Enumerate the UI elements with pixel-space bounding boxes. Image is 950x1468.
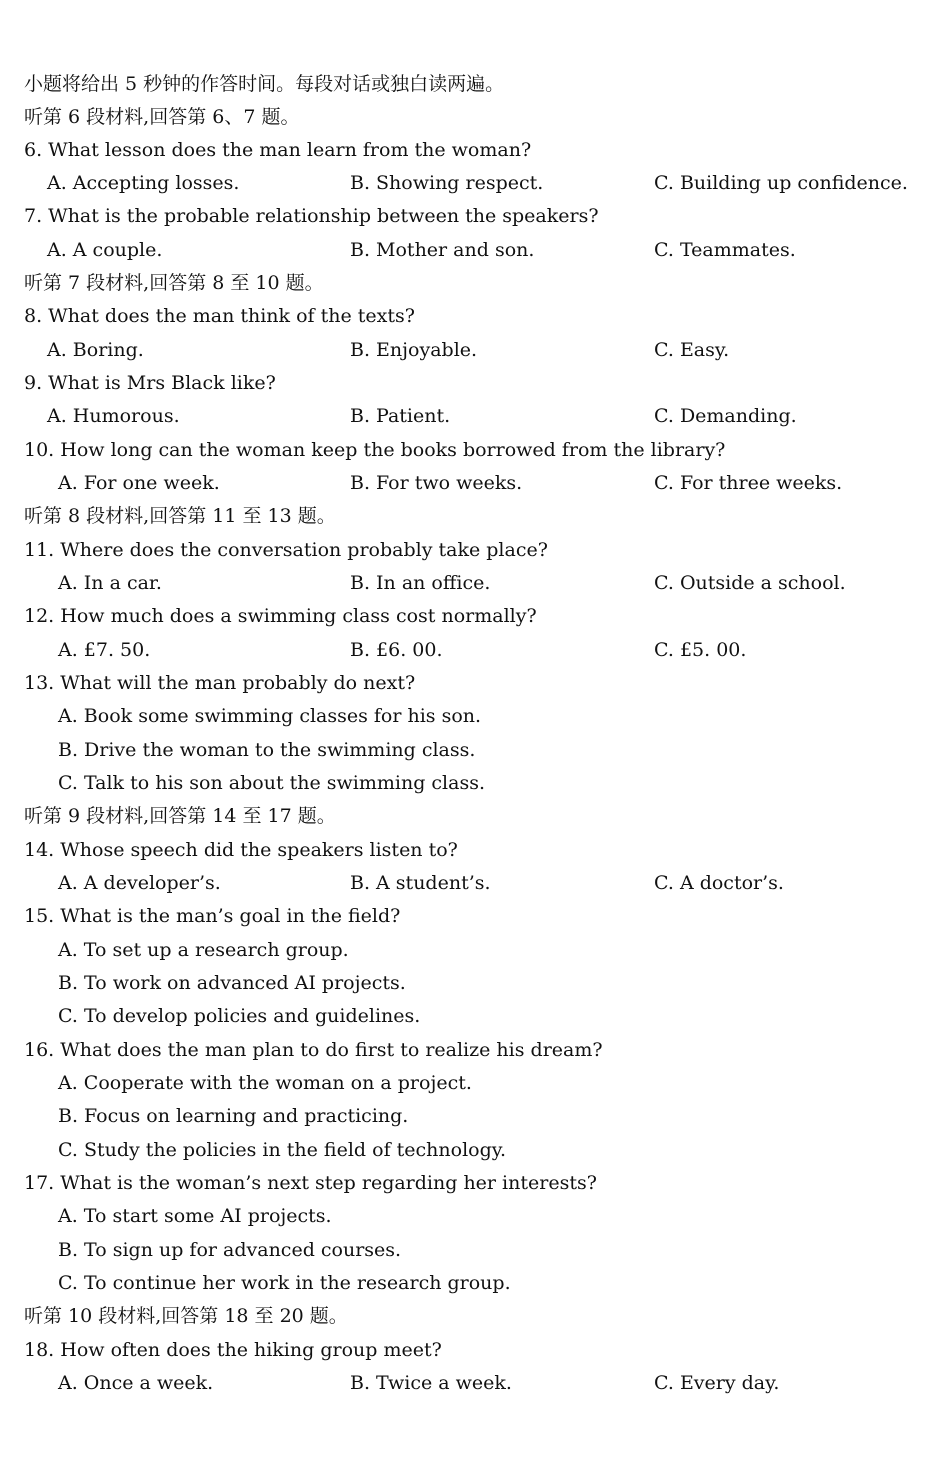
question-18 — [0, 1334, 950, 1367]
question-6 — [0, 134, 950, 167]
option-13b — [0, 734, 950, 767]
question-text: 17. What is the woman’s next step regarding her interests? — [24, 1172, 597, 1194]
option-a: A. A couple. — [47, 239, 163, 261]
option-a: A. Cooperate with the woman on a project. — [58, 1072, 472, 1094]
option-c: C. A doctor’s. — [654, 872, 784, 894]
option-c: C. To continue her work in the research group. — [58, 1272, 511, 1294]
question-text: 7. What is the probable relationship between the speakers? — [24, 205, 599, 227]
question-9 — [0, 367, 950, 400]
instruction-line — [0, 68, 950, 101]
option-17c — [0, 1267, 950, 1300]
option-17a — [0, 1200, 950, 1233]
option-c: C. Demanding. — [654, 405, 797, 427]
question-text: 11. Where does the conversation probably take place? — [24, 539, 548, 561]
options-8 — [0, 334, 950, 367]
section-heading-6 — [0, 101, 950, 134]
question-text: 14. Whose speech did the speakers listen to? — [24, 839, 458, 861]
question-10 — [0, 434, 950, 467]
option-a: A. For one week. — [58, 472, 220, 494]
section-heading-7 — [0, 267, 950, 300]
question-8 — [0, 300, 950, 333]
option-a: A. To start some AI projects. — [58, 1205, 332, 1227]
question-text: 16. What does the man plan to do first to realize his dream? — [24, 1039, 603, 1061]
question-14 — [0, 834, 950, 867]
option-a: A. £7. 50. — [58, 639, 151, 661]
option-c: C. £5. 00. — [654, 639, 747, 661]
options-7 — [0, 234, 950, 267]
option-b: B. For two weeks. — [350, 472, 523, 494]
option-a: A. Once a week. — [58, 1372, 214, 1394]
option-b: B. Enjoyable. — [350, 339, 478, 361]
option-b: B. Drive the woman to the swimming class. — [58, 739, 476, 761]
option-15a — [0, 934, 950, 967]
option-b: B. Patient. — [350, 405, 451, 427]
option-15b — [0, 967, 950, 1000]
question-16 — [0, 1034, 950, 1067]
option-a: A. To set up a research group. — [58, 939, 349, 961]
question-11 — [0, 534, 950, 567]
question-12 — [0, 600, 950, 633]
option-b: B. £6. 00. — [350, 639, 443, 661]
option-c: C. Every day. — [654, 1372, 780, 1394]
option-b: B. Twice a week. — [350, 1372, 512, 1394]
section-heading-10 — [0, 1300, 950, 1333]
option-16b — [0, 1100, 950, 1133]
option-13c — [0, 767, 950, 800]
option-16a — [0, 1067, 950, 1100]
question-15 — [0, 900, 950, 933]
option-b: B. To sign up for advanced courses. — [58, 1239, 402, 1261]
option-b: B. Showing respect. — [350, 172, 544, 194]
option-c: C. Building up confidence. — [654, 172, 908, 194]
question-text: 13. What will the man probably do next? — [24, 672, 416, 694]
option-b: B. To work on advanced AI projects. — [58, 972, 406, 994]
option-15c — [0, 1000, 950, 1033]
option-a: A. Boring. — [47, 339, 144, 361]
section-heading-9 — [0, 800, 950, 833]
option-c: C. Easy. — [654, 339, 730, 361]
option-c: C. Study the policies in the field of technology. — [58, 1139, 507, 1161]
options-12 — [0, 634, 950, 667]
option-c: C. For three weeks. — [654, 472, 843, 494]
question-13 — [0, 667, 950, 700]
question-text: 6. What lesson does the man learn from the woman? — [24, 139, 532, 161]
question-text: 15. What is the man’s goal in the field? — [24, 905, 401, 927]
option-b: B. Focus on learning and practicing. — [58, 1105, 409, 1127]
option-c: C. Teammates. — [654, 239, 796, 261]
option-a: A. Book some swimming classes for his son. — [58, 705, 482, 727]
option-a: A. Accepting losses. — [47, 172, 240, 194]
option-c: C. To develop policies and guidelines. — [58, 1005, 421, 1027]
section-heading-8 — [0, 500, 950, 533]
option-b: B. Mother and son. — [350, 239, 535, 261]
option-a: A. In a car. — [58, 572, 162, 594]
section-text: 听第 9 段材料,回答第 14 至 17 题。 — [24, 805, 336, 827]
options-18 — [0, 1367, 950, 1400]
question-text: 12. How much does a swimming class cost normally? — [24, 605, 537, 627]
question-17 — [0, 1167, 950, 1200]
question-text: 18. How often does the hiking group meet? — [24, 1339, 442, 1361]
options-11 — [0, 567, 950, 600]
section-text: 听第 10 段材料,回答第 18 至 20 题。 — [24, 1305, 348, 1327]
options-9 — [0, 400, 950, 433]
section-text: 听第 6 段材料,回答第 6、7 题。 — [24, 106, 300, 128]
option-17b — [0, 1234, 950, 1267]
question-text: 9. What is Mrs Black like? — [24, 372, 276, 394]
question-text: 8. What does the man think of the texts? — [24, 305, 415, 327]
question-text: 10. How long can the woman keep the books borrowed from the library? — [24, 439, 726, 461]
option-13a — [0, 700, 950, 733]
intro-text: 小题将给出 5 秒钟的作答时间。每段对话或独白读两遍。 — [24, 73, 505, 95]
option-b: B. A student’s. — [350, 872, 491, 894]
options-14 — [0, 867, 950, 900]
option-16c — [0, 1134, 950, 1167]
option-a: A. Humorous. — [47, 405, 180, 427]
option-a: A. A developer’s. — [58, 872, 221, 894]
options-6 — [0, 167, 950, 200]
option-c: C. Outside a school. — [654, 572, 846, 594]
options-10 — [0, 467, 950, 500]
option-c: C. Talk to his son about the swimming class. — [58, 772, 485, 794]
section-text: 听第 7 段材料,回答第 8 至 10 题。 — [24, 272, 324, 294]
option-b: B. In an office. — [350, 572, 491, 594]
question-7 — [0, 200, 950, 233]
section-text: 听第 8 段材料,回答第 11 至 13 题。 — [24, 505, 336, 527]
